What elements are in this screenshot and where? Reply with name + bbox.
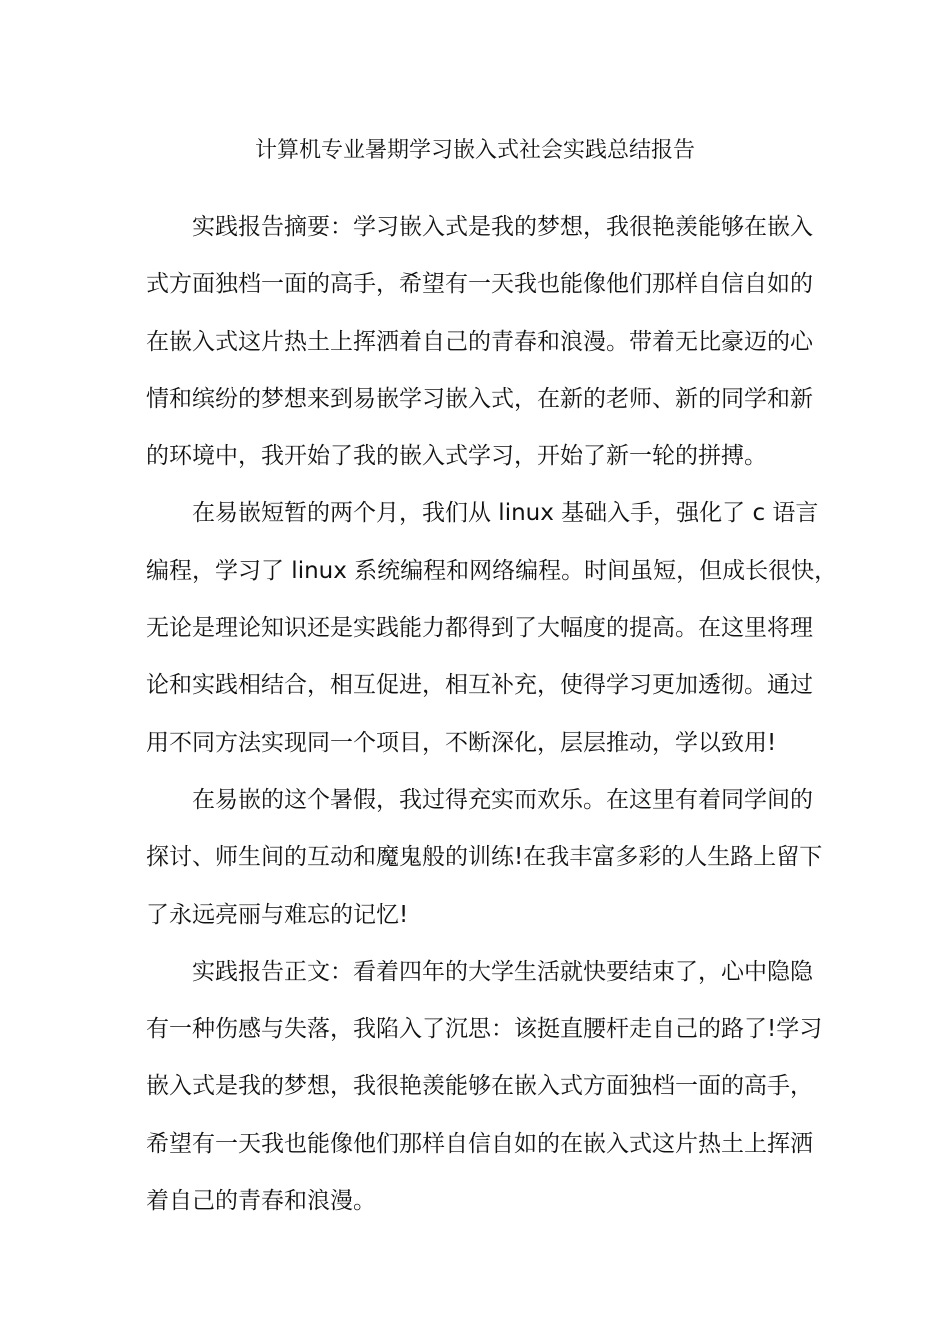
paragraph-abstract <box>146 199 826 485</box>
paragraph-main-text <box>146 944 826 1230</box>
document-title: 计算机专业暑期学习嵌入式社会实践总结报告 <box>254 138 695 163</box>
text-line: 在易嵌的这个暑假，我过得充实而欢乐。在这里有着同学间的 <box>192 786 813 813</box>
text-line: 式方面独档一面的高手，希望有一天我也能像他们那样自信自如的 <box>146 271 813 298</box>
text-line: 实践报告摘要：学习嵌入式是我的梦想，我很艳羡能够在嵌入 <box>192 214 813 240</box>
text-line: 在嵌入式这片热土上挥洒着自己的青春和浪漫。带着无比豪迈的心 <box>146 328 813 355</box>
paragraph-study <box>146 485 838 771</box>
text-line: 情和缤纷的梦想来到易嵌学习嵌入式，在新的老师、新的同学和新 <box>146 385 813 412</box>
paragraph-summer <box>146 772 826 944</box>
text-line: 希望有一天我也能像他们那样自信自如的在嵌入式这片热土上挥洒 <box>146 1130 813 1157</box>
text-line: 编程，学习了 linux 系统编程和网络编程。时间虽短，但成长很快， <box>146 557 838 584</box>
text-line: 的环境中，我开始了我的嵌入式学习，开始了新一轮的拼搏。 <box>146 443 767 470</box>
text-line: 了永远亮丽与难忘的记忆! <box>146 901 409 928</box>
text-line: 实践报告正文：看着四年的大学生活就快要结束了，心中隐隐 <box>192 958 813 985</box>
text-line: 嵌入式是我的梦想，我很艳羡能够在嵌入式方面独档一面的高手， <box>146 1073 813 1100</box>
document-body <box>146 199 838 1230</box>
text-line: 着自己的青春和浪漫。 <box>146 1188 376 1215</box>
text-line: 在易嵌短暂的两个月，我们从 linux 基础入手，强化了 c 语言 <box>192 500 819 527</box>
text-line: 有一种伤感与失落，我陷入了沉思：该挺直腰杆走自己的路了!学习 <box>146 1016 823 1043</box>
text-line: 用不同方法实现同一个项目，不断深化，层层推动，学以致用! <box>146 729 777 756</box>
text-line: 无论是理论知识还是实践能力都得到了大幅度的提高。在这里将理 <box>146 615 813 642</box>
text-line: 论和实践相结合，相互促进，相互补充，使得学习更加透彻。通过 <box>146 672 813 699</box>
text-line: 探讨、师生间的互动和魔鬼般的训练!在我丰富多彩的人生路上留下 <box>146 844 823 871</box>
